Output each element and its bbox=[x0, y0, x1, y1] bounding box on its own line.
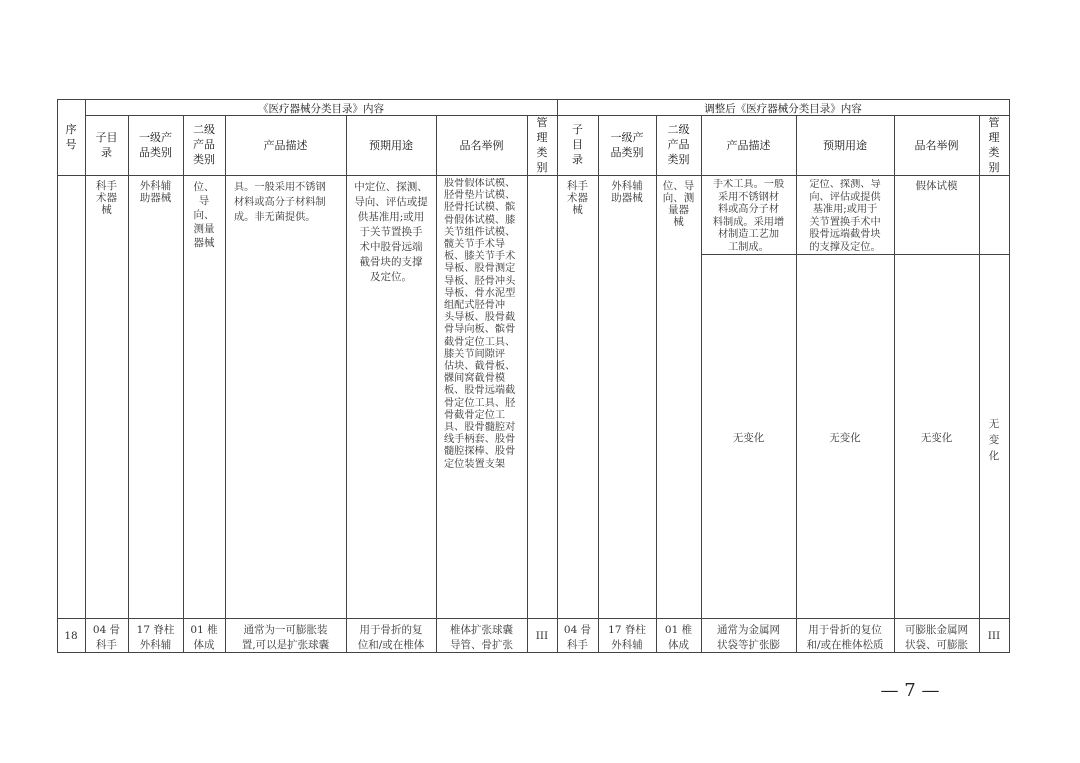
row18-r-desc: 通常为金属网 状袋等扩张膨 bbox=[717, 624, 780, 651]
cont-r-desc: 手术工具。一般 采用不锈钢材 料或高分子材 料制成。采用增 材制造工艺加 工制成。 bbox=[712, 179, 785, 253]
cont-sub-cat: 科手 术器 械 bbox=[96, 180, 117, 216]
cont-use: 中定位、探测、 导向、评估或提 供基准用;或用 于关节置换手 术中股骨远端 截骨块的支撑 及定位。 bbox=[354, 181, 428, 283]
row18-r-examples: 可膨胀金属网 状袋、可膨胀 bbox=[905, 624, 968, 651]
header-cat1: 一级产 品类别 bbox=[139, 131, 172, 159]
cont-r-use: 定位、探测、导 向、评估或提供 基准用;或用于 关节置换手术中 股骨远端截骨块 的支撑及定位。 bbox=[809, 179, 881, 253]
no-change-use: 无变化 bbox=[829, 432, 861, 444]
cont-r-examples: 假体试模 bbox=[915, 180, 958, 192]
row18-r-cat2: 01 椎 体成 bbox=[664, 624, 693, 651]
header-use: 预期用途 bbox=[369, 139, 413, 152]
cont-r-cat2: 位、导 向、测 量器 械 bbox=[662, 180, 695, 228]
col-line-13 bbox=[894, 115, 895, 653]
right-desc-split-line bbox=[701, 254, 979, 255]
row18-cat1: 17 脊柱 外科辅 bbox=[136, 624, 175, 651]
header-group-left: 《医疗器械分类目录》内容 bbox=[258, 103, 384, 115]
header-r-use: 预期用途 bbox=[823, 139, 867, 152]
header-seq: 序 号 bbox=[65, 123, 77, 151]
header-mgmt: 管 理 类 别 bbox=[536, 116, 548, 174]
header-r-cat2: 二级 产品 类别 bbox=[667, 123, 690, 166]
row18-desc: 通常为一可膨胀装 置,可以是扩张球囊 bbox=[241, 624, 330, 651]
cont-examples: 股骨假体试模、 胫骨垫片试模、 胫骨托试模、髌 骨假体试模、膝 关节组件试模、 髋关节手术导 板、膝关节手术 导板、股骨测定 导板、胫骨冲头 导板、骨水泥型 组配式胫骨冲 头导板、股骨截 骨导向板、髌骨 截骨定位工具、 膝关节间隙评 估块、截骨板、 髁间窝截骨模 板、股骨远端截 骨定位工具、胫 骨截骨定位工 具、股骨髓腔对 线手柄套、股骨 髓腔探棒、股骨 定位装置支架 bbox=[444, 178, 516, 470]
no-change-mgmt: 无 变 化 bbox=[988, 418, 1000, 462]
row18-examples: 椎体扩张球囊 导管、骨扩张 bbox=[450, 624, 513, 651]
table-border-top bbox=[57, 99, 1009, 100]
row18-mgmt: III bbox=[535, 630, 549, 642]
row18-r-cat1: 17 脊柱 外科辅 bbox=[608, 624, 646, 651]
row18-use: 用于骨折的复 位和/或在椎体 bbox=[357, 624, 425, 651]
header-sub-cat: 子目 录 bbox=[95, 131, 118, 159]
row18-r-mgmt: III bbox=[987, 630, 1001, 642]
right-mgmt-split-line bbox=[979, 254, 1009, 255]
col-line-6 bbox=[436, 115, 437, 653]
cont-desc: 具。一般采用不锈钢 材料或高分子材料制 成。非无菌提供。 bbox=[234, 182, 326, 223]
col-line-0 bbox=[57, 99, 58, 653]
col-line-15 bbox=[1009, 99, 1010, 653]
col-line-7 bbox=[527, 115, 528, 653]
row18-seq: 18 bbox=[64, 630, 78, 642]
no-change-examples: 无变化 bbox=[920, 432, 953, 444]
header-r-sub-cat: 子 目 录 bbox=[572, 123, 583, 166]
cont-r-sub-cat: 科手 术器 械 bbox=[567, 180, 588, 216]
row18-r-sub-cat: 04 骨 科手 bbox=[563, 624, 592, 651]
page-number: — 7 — bbox=[880, 680, 940, 701]
header-cat2: 二级 产品 类别 bbox=[193, 123, 215, 166]
header-r-examples: 品名举例 bbox=[914, 139, 959, 152]
cont-cat1: 外科辅 助器械 bbox=[139, 180, 172, 204]
no-change-desc: 无变化 bbox=[732, 432, 765, 444]
header-r-desc: 产品描述 bbox=[726, 139, 771, 152]
header-examples: 品名举例 bbox=[459, 139, 504, 152]
header-group-right: 调整后《医疗器械分类目录》内容 bbox=[704, 103, 862, 115]
row18-sub-cat: 04 骨 科手 bbox=[92, 624, 121, 651]
cont-r-cat1: 外科辅 助器械 bbox=[611, 180, 643, 204]
cont-cat2: 位、 导 向、 测量 器械 bbox=[193, 181, 215, 249]
row18-cat2: 01 椎 体成 bbox=[190, 624, 218, 651]
row-divider bbox=[57, 618, 1009, 619]
row18-r-use: 用于骨折的复位 和/或在椎体松质 bbox=[806, 624, 884, 651]
header-r-mgmt: 管 理 类 别 bbox=[988, 116, 1000, 174]
col-line-4 bbox=[225, 115, 226, 653]
col-line-14 bbox=[979, 115, 980, 653]
header-bottom-line bbox=[57, 175, 1009, 176]
header-r-cat1: 一级产 品类别 bbox=[610, 131, 644, 159]
header-desc: 产品描述 bbox=[263, 139, 308, 152]
